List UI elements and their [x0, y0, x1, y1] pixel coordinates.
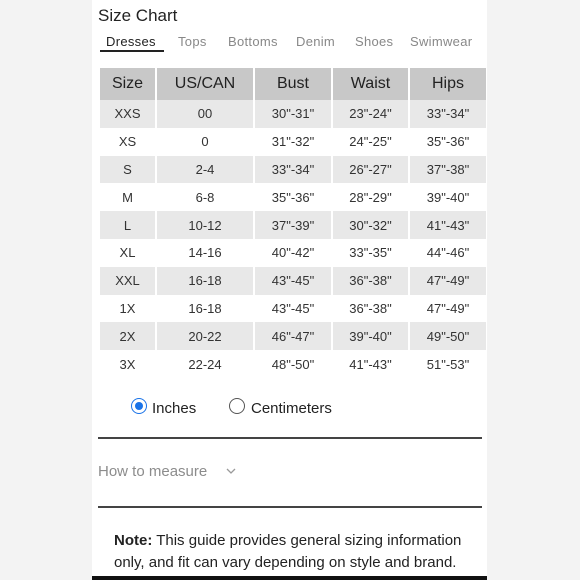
cell-bust: 43"-45"	[271, 300, 315, 316]
sizing-note	[114, 530, 474, 574]
inches-label[interactable]: Inches	[152, 400, 197, 417]
cell-us-can: 20-22	[157, 322, 253, 350]
cell-us-can: 10-12	[157, 211, 253, 239]
note-label: Note:	[114, 532, 153, 549]
cell-us-can: 22-24	[188, 356, 222, 372]
tab-denim[interactable]: Denim	[296, 34, 336, 49]
cell-bust: 37"-39"	[255, 211, 331, 239]
cell-us-can: 16-18	[157, 267, 253, 295]
cell-waist: 36"-38"	[349, 300, 392, 316]
cell-size: S	[100, 156, 155, 184]
centimeters-radio[interactable]	[229, 398, 245, 414]
cell-size: 2X	[100, 322, 155, 350]
tab-bottoms[interactable]: Bottoms	[228, 34, 278, 49]
category-tabs	[100, 34, 487, 56]
cell-bust: 43"-45"	[255, 267, 331, 295]
divider-bottom	[98, 506, 482, 508]
header-bust: Bust	[255, 68, 331, 100]
cell-waist: 23"-24"	[333, 100, 408, 128]
header-size: Size	[100, 68, 155, 100]
header-us-can: US/CAN	[157, 68, 253, 100]
cell-waist: 33"-35"	[349, 245, 392, 261]
cell-us-can: 0	[201, 134, 209, 150]
cell-size: XXS	[100, 100, 155, 128]
size-chart-panel	[92, 0, 487, 576]
cell-us-can: 14-16	[188, 245, 222, 261]
cell-hips: 47"-49"	[410, 267, 486, 295]
cell-hips: 47"-49"	[426, 300, 470, 316]
tab-shoes[interactable]: Shoes	[355, 34, 394, 49]
cell-bust: 31"-32"	[271, 134, 315, 150]
cell-waist: 30"-32"	[333, 211, 408, 239]
unit-toggle	[92, 395, 487, 425]
cell-size: 3X	[119, 356, 136, 372]
cell-waist: 36"-38"	[333, 267, 408, 295]
cell-hips: 35"-36"	[426, 134, 470, 150]
page-title: Size Chart	[98, 6, 178, 25]
cell-us-can: 2-4	[157, 156, 253, 184]
cell-waist: 24"-25"	[349, 134, 392, 150]
inches-radio[interactable]	[131, 398, 147, 414]
cell-us-can: 6-8	[195, 189, 215, 205]
cell-size: M	[122, 189, 133, 205]
cell-size: XXL	[100, 267, 155, 295]
table-header-row	[100, 68, 486, 100]
cell-us-can: 00	[157, 100, 253, 128]
centimeters-label[interactable]: Centimeters	[251, 400, 332, 417]
cell-size: 1X	[119, 300, 136, 316]
cell-bust: 48"-50"	[271, 356, 315, 372]
cell-hips: 37"-38"	[410, 156, 486, 184]
tab-dresses[interactable]: Dresses	[106, 34, 156, 49]
table-row	[100, 322, 486, 350]
header-waist: Waist	[333, 68, 408, 100]
table-row	[100, 183, 486, 211]
table-row	[100, 128, 486, 156]
table-row	[100, 295, 486, 323]
how-to-measure-toggle[interactable]: How to measure	[98, 463, 208, 480]
right-margin	[487, 0, 580, 580]
cell-bust: 35"-36"	[271, 189, 315, 205]
size-table	[98, 68, 488, 378]
cell-size: XS	[118, 134, 137, 150]
cell-bust: 46"-47"	[255, 322, 331, 350]
header-hips: Hips	[410, 68, 486, 100]
cell-waist: 41"-43"	[349, 356, 392, 372]
cell-waist: 28"-29"	[349, 189, 392, 205]
cell-hips: 39"-40"	[426, 189, 470, 205]
cell-hips: 44"-46"	[426, 245, 470, 261]
divider-top	[98, 437, 482, 439]
tab-tops[interactable]: Tops	[178, 34, 207, 49]
bottom-bar	[92, 576, 487, 580]
cell-hips: 41"-43"	[410, 211, 486, 239]
cell-hips: 33"-34"	[410, 100, 486, 128]
chevron-down-icon[interactable]	[226, 466, 236, 476]
active-tab-underline	[100, 50, 164, 52]
cell-hips: 51"-53"	[426, 356, 470, 372]
cell-us-can: 16-18	[188, 300, 222, 316]
cell-bust: 33"-34"	[255, 156, 331, 184]
table-row	[100, 211, 486, 239]
cell-waist: 39"-40"	[333, 322, 408, 350]
cell-bust: 40"-42"	[271, 245, 315, 261]
cell-bust: 30"-31"	[255, 100, 331, 128]
cell-hips: 49"-50"	[410, 322, 486, 350]
cell-size: XL	[119, 245, 136, 261]
left-margin	[0, 0, 92, 580]
table-row	[100, 100, 486, 128]
cell-waist: 26"-27"	[333, 156, 408, 184]
cell-size: L	[100, 211, 155, 239]
note-text: This guide provides general sizing information only, and fit can vary depending on style and brand.	[114, 532, 462, 571]
table-row	[100, 156, 486, 184]
tab-swimwear[interactable]: Swimwear	[410, 34, 473, 49]
table-row	[100, 239, 486, 267]
table-row	[100, 267, 486, 295]
table-row	[100, 350, 486, 378]
